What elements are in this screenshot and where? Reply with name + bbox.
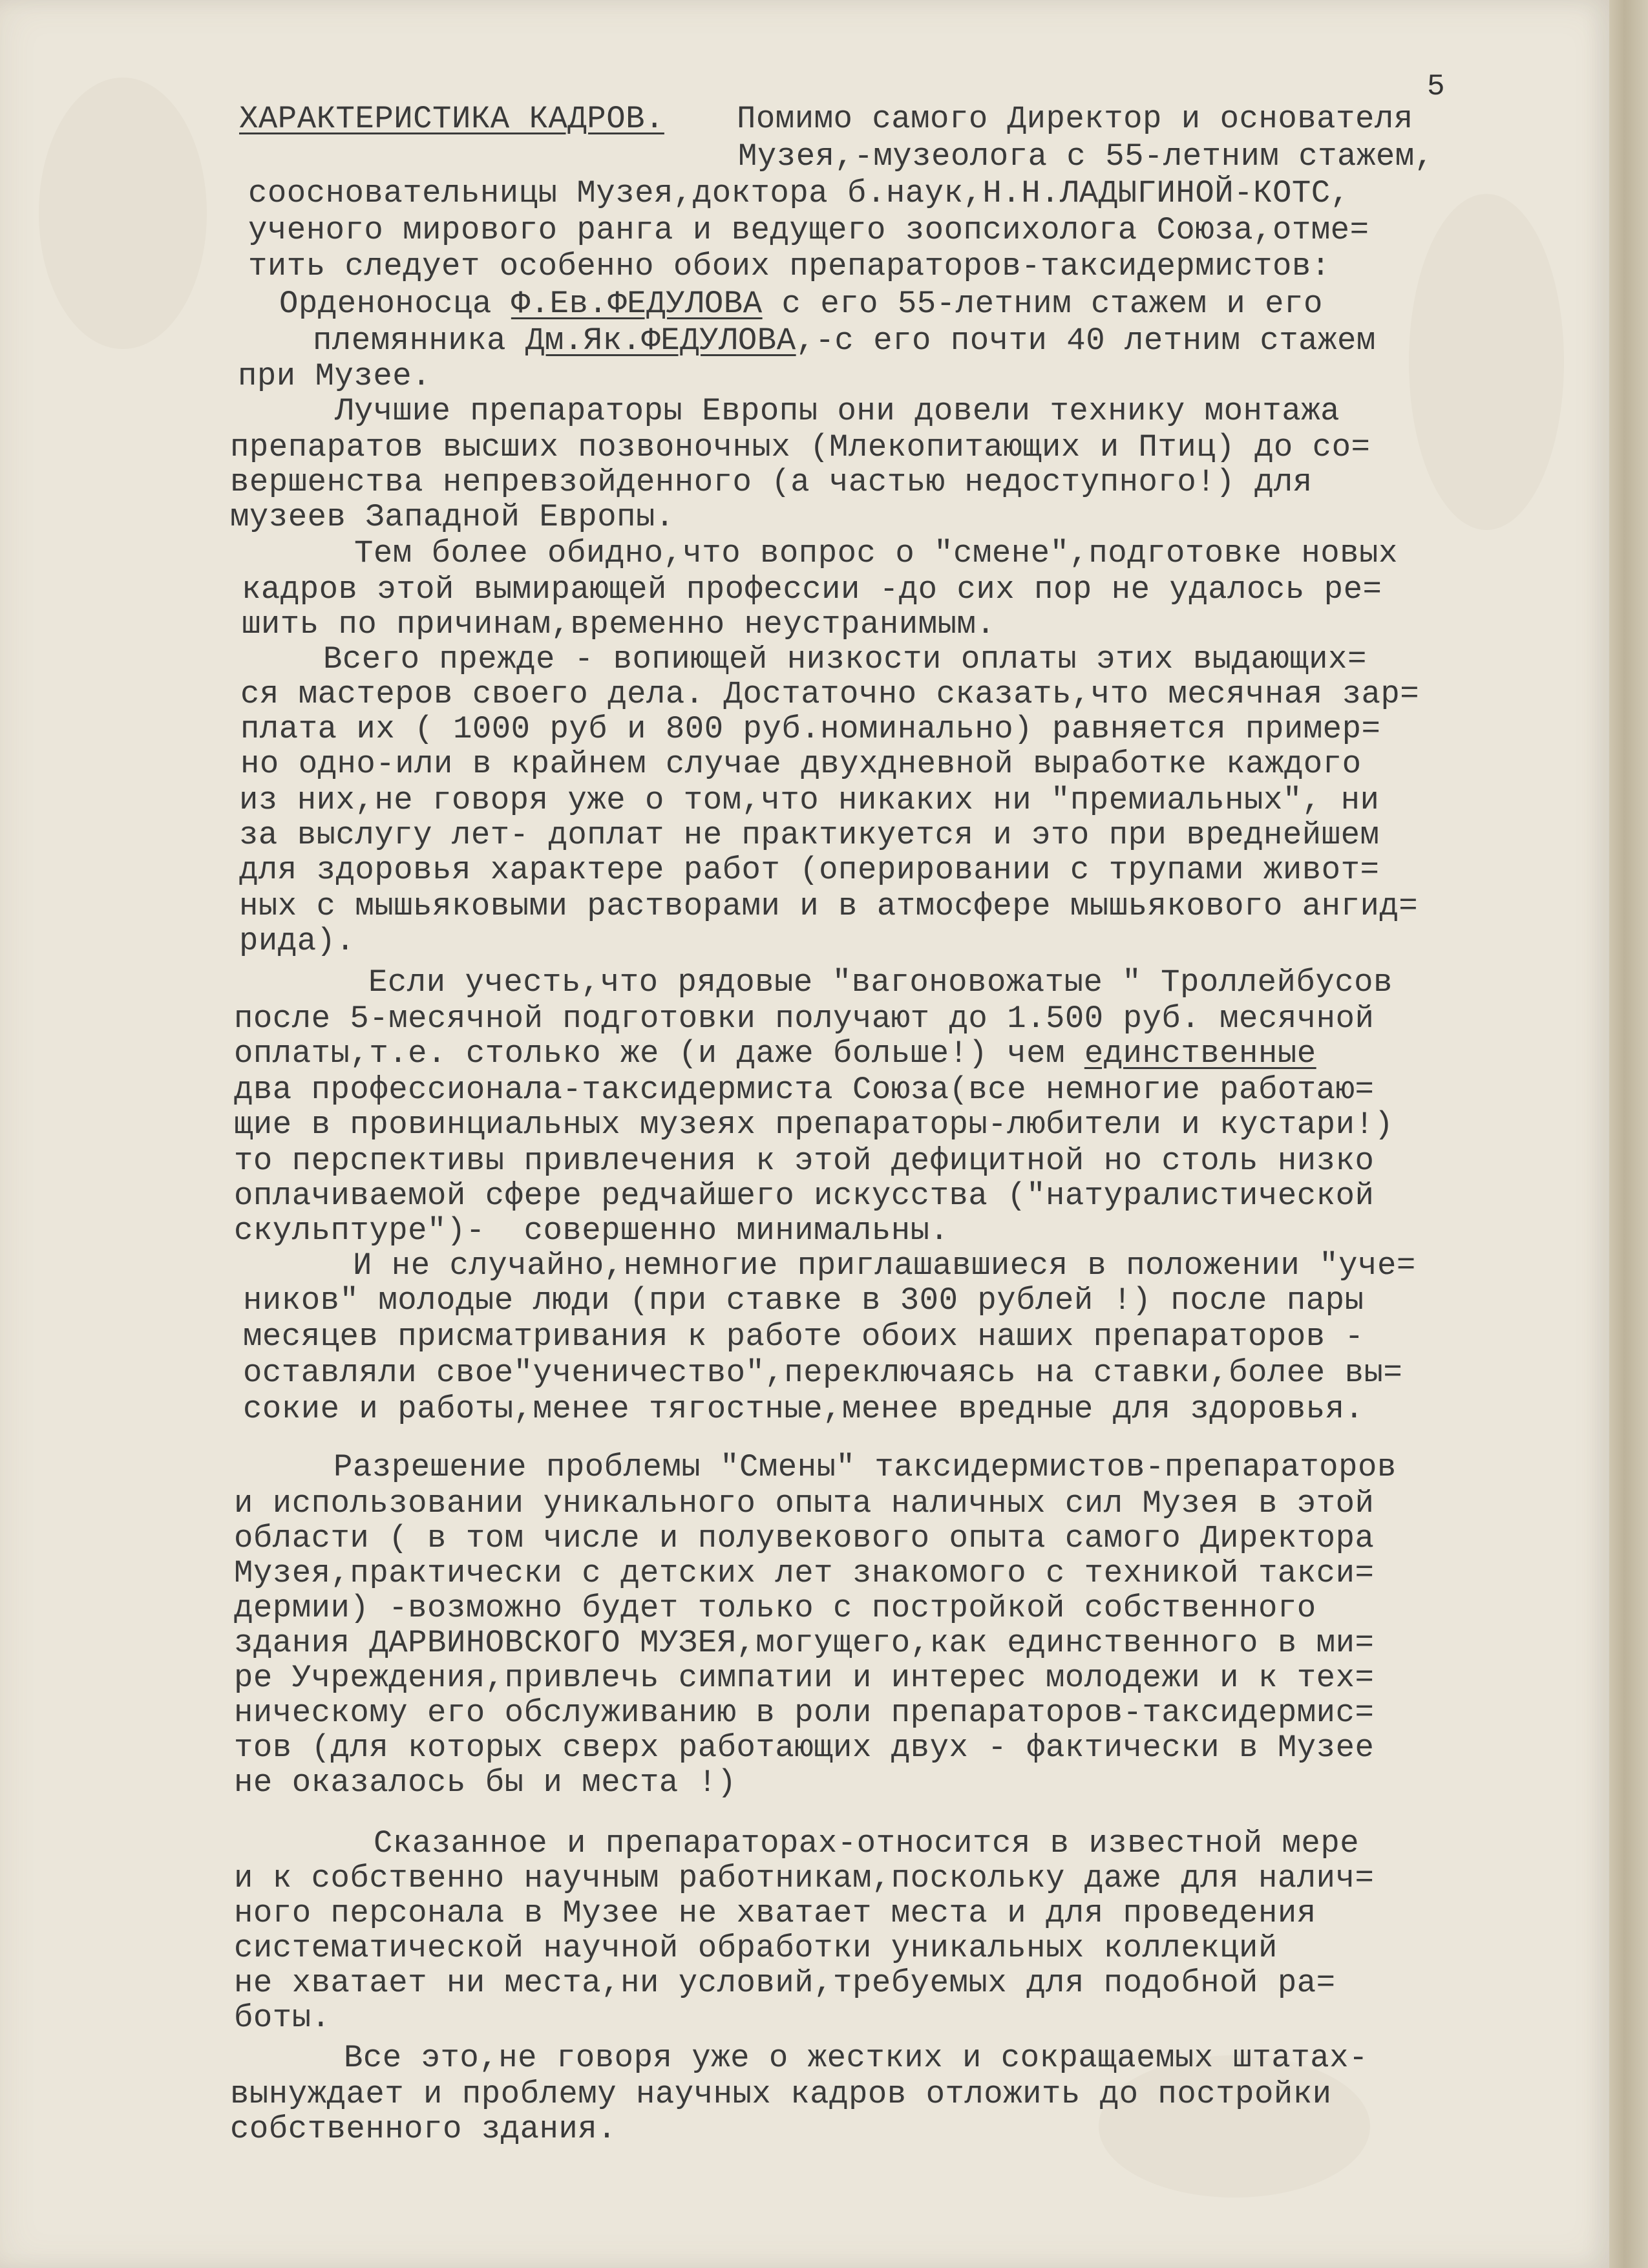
- text-line: ре Учреждения,привлечь симпатии и интерес молодежи и к тех=: [234, 1660, 1375, 1696]
- paper-stain: [39, 78, 207, 349]
- text-line: препаратов высших позвоночных (Млекопитающих и Птиц) до со=: [230, 429, 1371, 465]
- text-line: Всего прежде - вопиющей низкости оплаты этих выдающих=: [323, 641, 1367, 677]
- text-line: тить следует особенно обоих препараторов-таксидермистов:: [248, 248, 1331, 284]
- underlined-name: единственные: [1084, 1035, 1316, 1072]
- text-line: Разрешение проблемы "Смены" таксидермистов-препараторов: [333, 1449, 1397, 1485]
- text-line: тов (для которых сверх работающих двух - фактически в Музее: [234, 1730, 1375, 1766]
- text-line: для здоровья характере работ (оперировании с трупами живот=: [239, 852, 1380, 888]
- text-line: ных с мышьяковыми растворами и в атмосфере мышьякового ангид=: [239, 888, 1419, 924]
- text-line: за выслугу лет- доплат не практикуется и это при вреднейшем: [239, 817, 1380, 853]
- text-line: племянника Дм.Як.ФЕДУЛОВА,-с его почти 40 летним стажем: [313, 323, 1376, 359]
- text-line: скульптуре")- совершенно минимальны.: [234, 1213, 949, 1249]
- text-line: Тем более обидно,что вопрос о "смене",подготовке новых: [354, 535, 1398, 571]
- text-line: кадров этой вымирающей профессии -до сих пор не удалось ре=: [242, 571, 1382, 608]
- text-line: Орденоносца Ф.Ев.ФЕДУЛОВА с его 55-летним стажем и его: [279, 286, 1323, 322]
- text-line: соосновательницы Музея,доктора б.наук,Н.Н.ЛАДЫГИНОЙ-КОТС,: [248, 175, 1350, 211]
- text-line: и к собственно научным работникам,поскольку даже для налич=: [234, 1860, 1375, 1896]
- text-line: И не случайно,немногие приглашавшиеся в положении "уче=: [353, 1247, 1416, 1284]
- text-line: ученого мирового ранга и ведущего зоопсихолога Союза,отме=: [248, 212, 1369, 248]
- text-line: ников" молодые люди (при ставке в 300 рублей !) после пары: [243, 1282, 1364, 1319]
- text-line: но одно-или в крайнем случае двухдневной выработке каждого: [240, 746, 1362, 782]
- text-line: ническому его обслуживанию в роли препараторов-таксидермис=: [234, 1695, 1375, 1731]
- text-line: музеев Западной Европы.: [230, 499, 675, 535]
- text-line: не хватает ни места,ни условий,требуемых для подобной ра=: [234, 1965, 1336, 2001]
- text-line: Сказанное и препараторах-относится в известной мере: [374, 1825, 1360, 1861]
- underlined-name: Дм.Як.ФЕДУЛОВА: [525, 323, 796, 359]
- text-line: то перспективы привлечения к этой дефицитной но столь низко: [234, 1143, 1375, 1179]
- text-line: оплачиваемой сфере редчайшего искусства ("натуралистической: [234, 1178, 1375, 1214]
- text-line: из них,не говоря уже о том,что никаких ни "премиальных", ни: [239, 782, 1380, 818]
- text-line: вынуждает и проблему научных кадров отложить до постройки: [230, 2076, 1332, 2112]
- text-line: систематической научной обработки уникальных коллекций: [234, 1930, 1278, 1966]
- section-heading: ХАРАКТЕРИСТИКА КАДРОВ.: [239, 101, 664, 137]
- text-line: при Музее.: [238, 358, 432, 394]
- text-line: оплаты,т.е. столько же (и даже больше!) чем единственные: [234, 1035, 1316, 1072]
- text-line: Музея,-музеолога с 55-летним стажем,: [738, 138, 1434, 175]
- text-line: два профессионала-таксидермиста Союза(все немногие работаю=: [234, 1072, 1375, 1108]
- text-line: ся мастеров своего дела. Достаточно сказать,что месячная зар=: [240, 676, 1420, 712]
- text-line: не оказалось бы и места !): [234, 1765, 737, 1801]
- underlined-name: Ф.Ев.ФЕДУЛОВА: [511, 286, 763, 322]
- text-line: Если учесть,что рядовые "вагоновожатые " Троллейбусов: [368, 964, 1393, 1001]
- page-number: 5: [1427, 70, 1445, 103]
- text-line: здания ДАРВИНОВСКОГО МУЗЕЯ,могущего,как единственного в ми=: [234, 1625, 1375, 1661]
- text-line: Все это,не говоря уже о жестких и сокращаемых штатах-: [344, 2040, 1368, 2076]
- text-line: щие в провинциальных музеях препараторы-любители и кустари!): [234, 1107, 1394, 1143]
- page-edge: [1609, 0, 1648, 2268]
- text-line: дермии) -возможно будет только с постройкой собственного: [234, 1590, 1316, 1626]
- text-line: собственного здания.: [230, 2111, 617, 2147]
- text-line: Помимо самого Директор и основателя: [737, 101, 1413, 137]
- text-line: и использовании уникального опыта наличных сил Музея в этой: [234, 1485, 1375, 1521]
- text-line: сокие и работы,менее тягостные,менее вредные для здоровья.: [243, 1391, 1364, 1427]
- text-line: Лучшие препараторы Европы они довели технику монтажа: [335, 393, 1340, 429]
- text-line: области ( в том числе и полувекового опыта самого Директора: [234, 1520, 1375, 1556]
- paper-stain: [1409, 194, 1564, 530]
- text-line: рида).: [239, 923, 355, 959]
- text-line: оставляли свое"ученичество",переключаясь на ставки,более вы=: [243, 1355, 1403, 1391]
- text-line: боты.: [234, 2000, 331, 2036]
- text-line: вершенства непревзойденного (а частью недоступного!) для: [230, 464, 1313, 500]
- text-line: месяцев присматривания к работе обоих наших препараторов -: [243, 1319, 1364, 1355]
- text-line: ного персонала в Музее не хватает места и для проведения: [234, 1895, 1316, 1931]
- text-line: шить по причинам,временно неустранимым.: [242, 606, 996, 642]
- text-line: Музея,практически с детских лет знакомого с техникой такси=: [234, 1555, 1375, 1591]
- text-line: плата их ( 1000 руб и 800 руб.номинально) равняется пример=: [240, 711, 1381, 747]
- text-line: после 5-месячной подготовки получают до 1.500 руб. месячной: [234, 1001, 1375, 1037]
